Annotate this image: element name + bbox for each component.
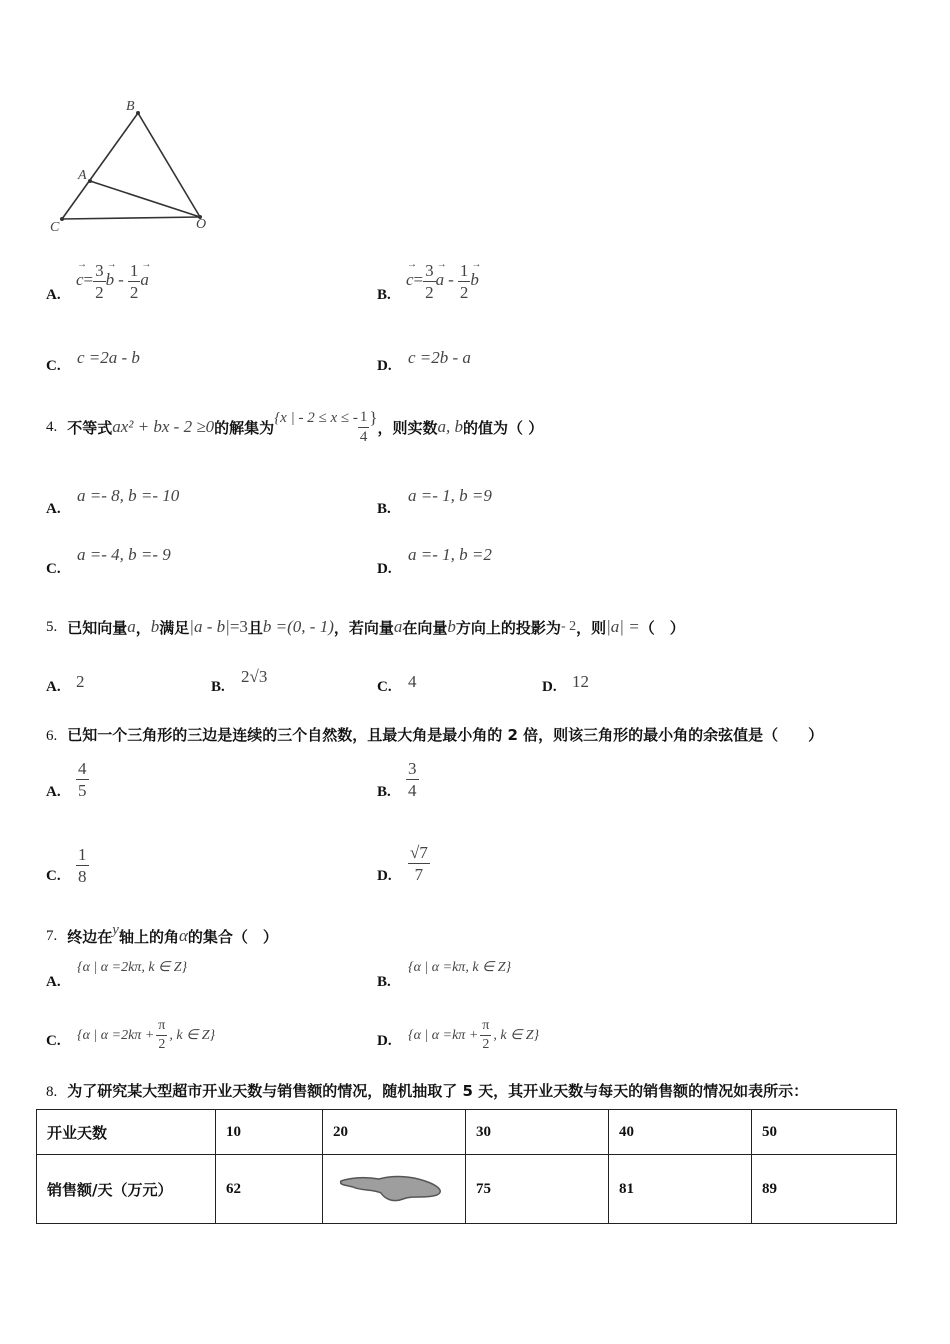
sales-table <box>36 1109 897 1224</box>
table-row <box>37 1155 897 1224</box>
table-row <box>37 1110 897 1155</box>
table-cell: 10 <box>216 1110 323 1155</box>
q3-option-c-expr: c =2a - b <box>77 348 140 367</box>
q4-option-c-expr: a =- 4, b =- 9 <box>77 545 171 564</box>
point-label-a: A <box>78 168 87 183</box>
q7-option-b-label: B. <box>377 974 391 990</box>
q6-option-d-expr: $\frac{√7}{7}$ <box>410 843 428 884</box>
q6-option-b-label: B. <box>377 784 391 800</box>
table-cell: 20 <box>323 1110 466 1155</box>
table-cell: 40 <box>609 1110 752 1155</box>
table-cell: 开业天数 <box>37 1110 216 1155</box>
q5-option-d-label: D. <box>542 679 557 695</box>
q4-option-d-expr: a =- 1, b =2 <box>408 545 492 564</box>
q5-option-b-label: B. <box>211 679 225 695</box>
q7-option-d-label: D. <box>377 1033 392 1049</box>
q5-option-b-expr: 2√3 <box>241 667 268 686</box>
table-cell: 75 <box>466 1155 609 1224</box>
q3-option-a-expr: → c= $\frac{3}{2}$ → b - $\frac{1}{2}$ → a <box>76 262 149 301</box>
q3-option-c-label: C. <box>46 358 61 374</box>
point-label-c: C <box>50 220 60 235</box>
table-cell: 50 <box>752 1110 897 1155</box>
table-cell: 销售额/天（万元） <box>37 1155 216 1224</box>
q3-option-b-expr: → c= $\frac{3}{2}$ → a - $\frac{1}{2}$ → b <box>406 262 479 301</box>
q7-option-d-expr: {α | α =kπ + $\frac{\pi}{2}$ , k ∈ Z} <box>408 1018 540 1052</box>
q3-option-b-label: B. <box>377 287 391 303</box>
q4-option-a-expr: a =- 8, b =- 10 <box>77 486 180 505</box>
q5-option-d-expr: 12 <box>572 672 589 691</box>
q3-option-d-expr: c =2b - a <box>408 348 471 367</box>
q7-option-c-label: C. <box>46 1033 61 1049</box>
q7-option-a-expr: {α | α =2kπ, k ∈ Z} <box>77 960 188 975</box>
q7-stem: 7. 终边在 y 轴上的角 α 的集合（ ） <box>46 922 278 946</box>
q6-option-a-label: A. <box>46 784 61 800</box>
q3-option-d-label: D. <box>377 358 392 374</box>
q4-option-b-expr: a =- 1, b =9 <box>408 486 492 505</box>
q4-stem: 4. 不等式 ax² + bx - 2 ≥0 的解集为 {x | - 2 ≤ x ≤ - $\frac{1}{4}$ } ，则实数 a, b 的值为（ ） <box>46 408 544 445</box>
ink-smudge-image <box>333 1169 463 1209</box>
q6-option-c-expr: $\frac{1}{8}$ <box>78 845 87 886</box>
q5-option-a-label: A. <box>46 679 61 695</box>
table-cell: 62 <box>216 1155 323 1224</box>
table-cell-smudged <box>323 1155 466 1224</box>
q7-option-b-expr: {α | α =kπ, k ∈ Z} <box>408 960 512 975</box>
q4-option-d-label: D. <box>377 561 392 577</box>
q3-option-a-label: A. <box>46 287 61 303</box>
q5-option-c-label: C. <box>377 679 392 695</box>
table-cell: 30 <box>466 1110 609 1155</box>
q5-stem: 5. 已知向量 a ， b 满足 |a - b| =3 且 b =(0, - 1) ，若向量 a 在向量 b 方向上的投影为 - 2 ，则 |a| = （ ） <box>46 617 685 637</box>
q8-stem: 8. 为了研究某大型超市开业天数与销售额的情况，随机抽取了 5 天，其开业天数与每天的销售额的情况如表所示： <box>46 1082 809 1100</box>
q6-stem: 6. 已知一个三角形的三边是连续的三个自然数，且最大角是最小角的 2 倍，则该三角形的最小角的余弦值是（ ） <box>46 726 824 744</box>
q7-option-a-label: A. <box>46 974 61 990</box>
q6-option-c-label: C. <box>46 868 61 884</box>
q6-option-d-label: D. <box>377 868 392 884</box>
table-cell: 89 <box>752 1155 897 1224</box>
table-cell: 81 <box>609 1155 752 1224</box>
q6-option-a-expr: $\frac{4}{5}$ <box>78 759 87 800</box>
q4-option-c-label: C. <box>46 561 61 577</box>
q4-option-b-label: B. <box>377 501 391 517</box>
q7-option-c-expr: {α | α =2kπ + $\frac{\pi}{2}$ , k ∈ Z} <box>77 1018 216 1052</box>
q6-option-b-expr: $\frac{3}{4}$ <box>408 759 417 800</box>
point-label-o: O <box>196 217 207 232</box>
q5-option-c-expr: 4 <box>408 672 417 691</box>
q5-option-a-expr: 2 <box>76 672 85 691</box>
q4-option-a-label: A. <box>46 501 61 517</box>
point-label-b: B <box>126 99 135 114</box>
